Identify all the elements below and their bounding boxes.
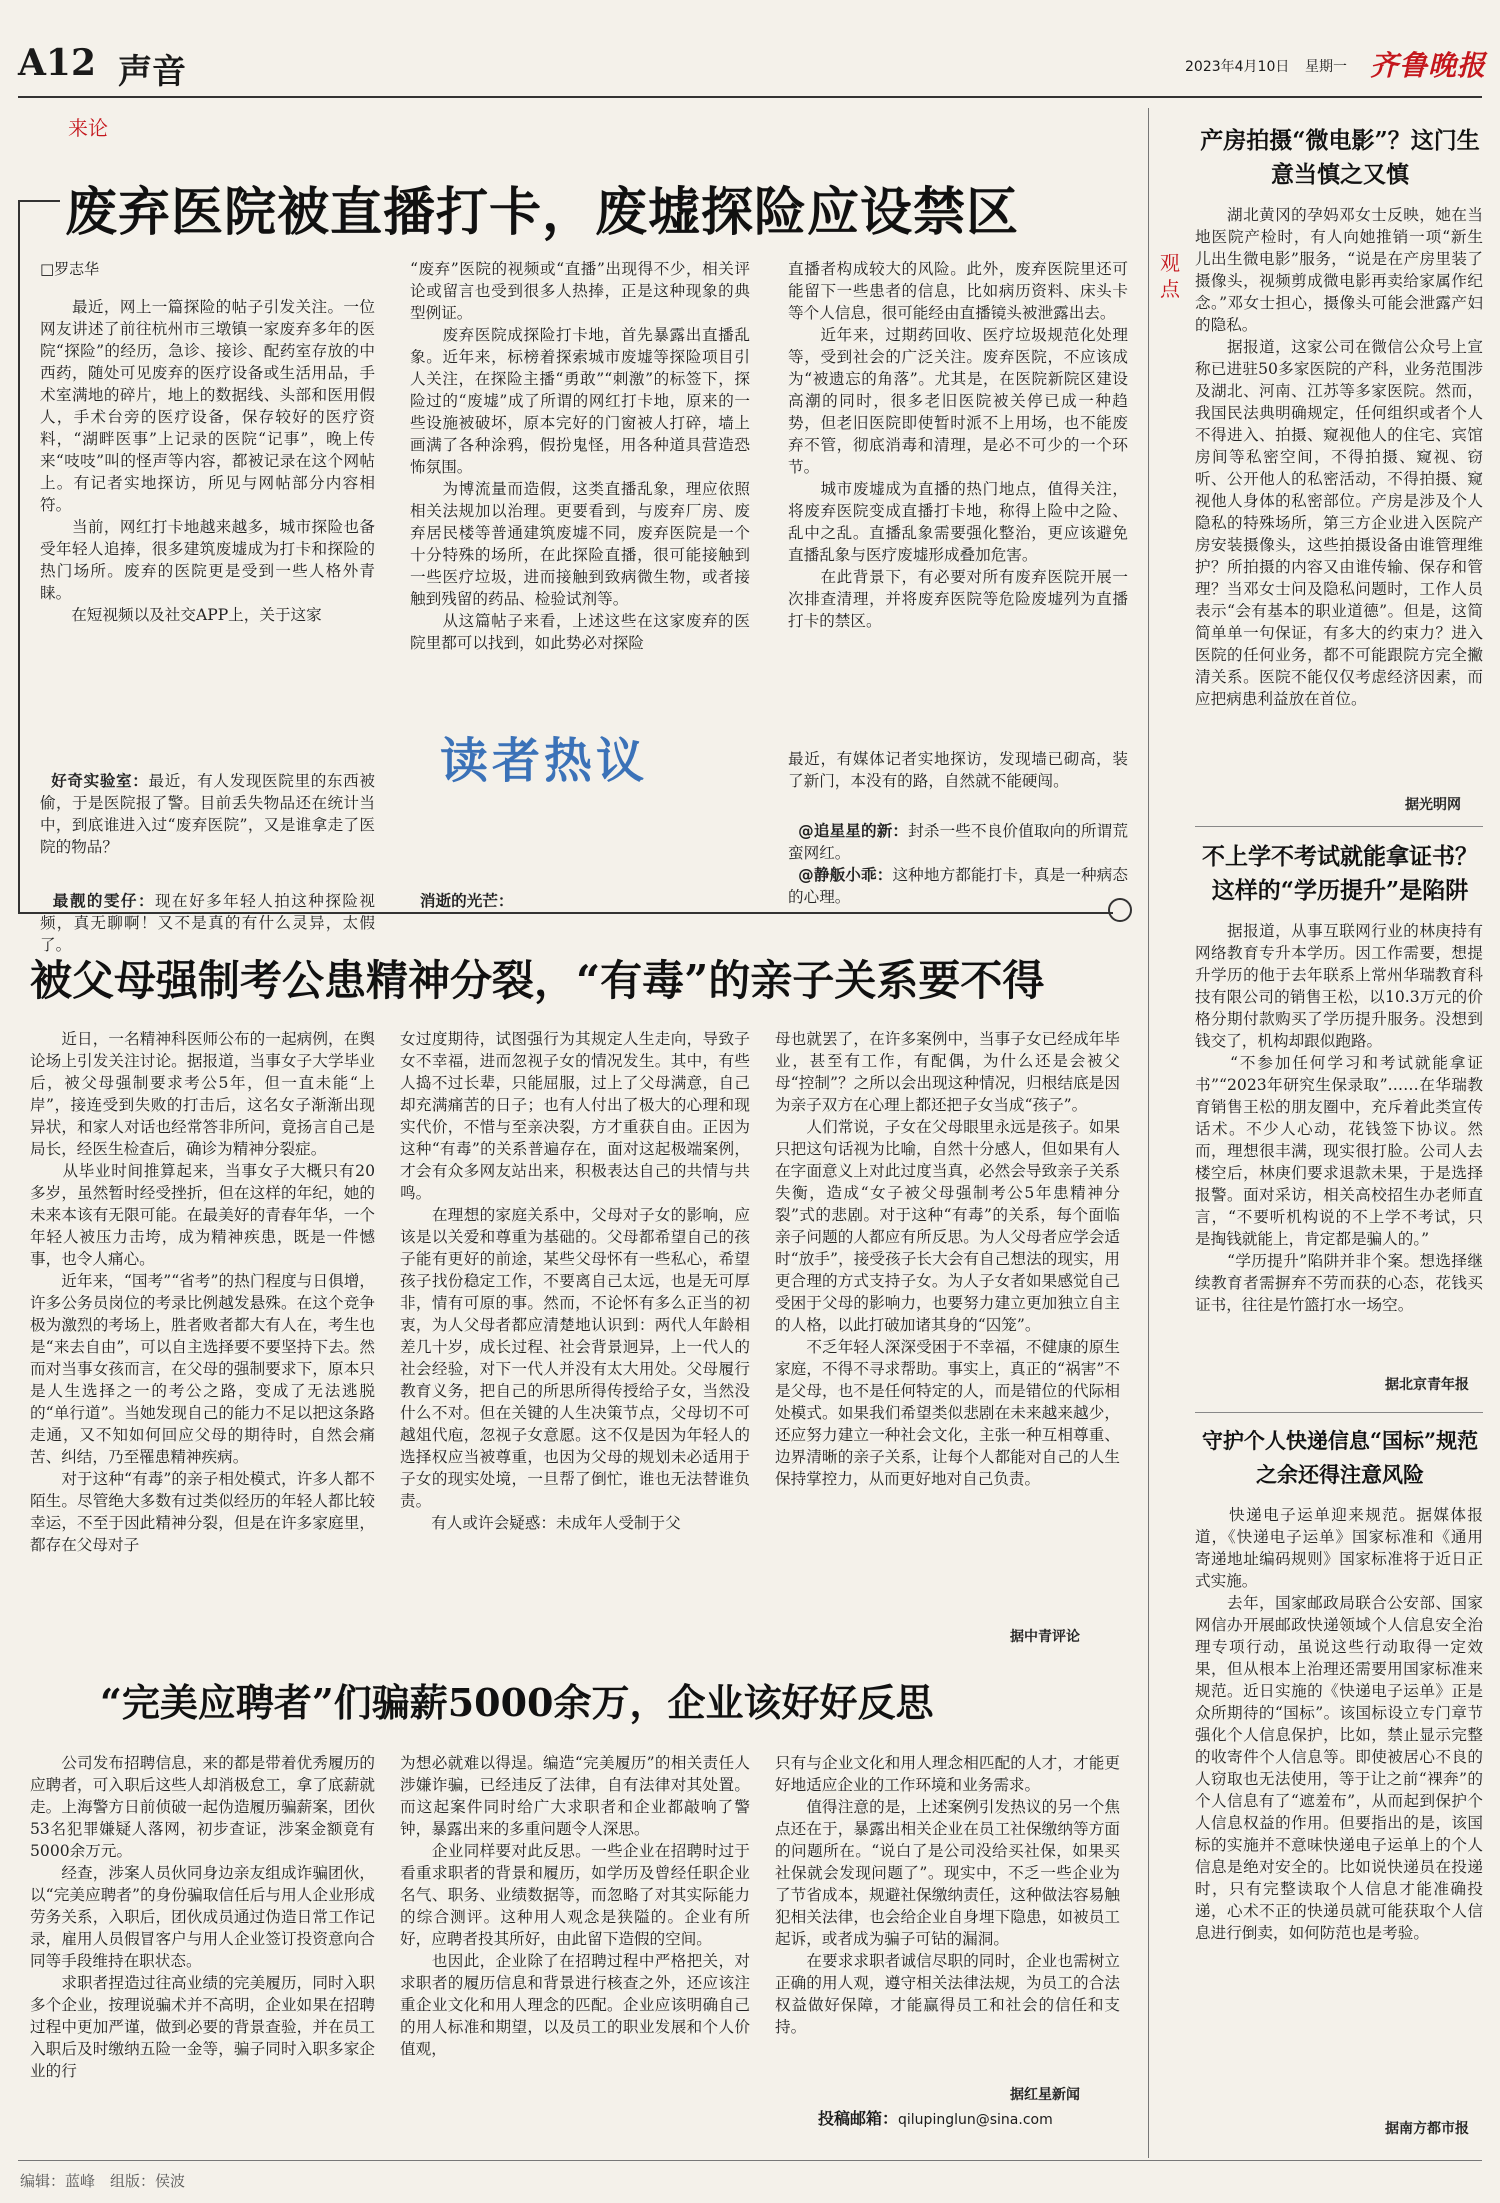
reader-banner-text: 读者热议 <box>440 733 649 789</box>
column-tag: 来论 <box>68 116 108 140</box>
footer-rule <box>18 2160 1482 2161</box>
issue-weekday: 星期一 <box>1305 59 1347 75</box>
masthead-logo: 齐鲁晚报 <box>1370 49 1487 82</box>
comment-2 <box>40 868 375 954</box>
comment-text-5: 这种地方都能打卡，真是一种病态的心理。 <box>788 866 1128 906</box>
comment-5 <box>788 842 1128 906</box>
article3-col-2: 为想必就难以得逞。编造“完美履历”的相关责任人涉嫌诈骗，已经违反了法律，自有法律对其处置。而这起案件同时给广大求职者和企业都敲响了警钟，暴露出来的多重问题令人深思。 企业同样要对此反思。一些企业在招聘时过于看重求职者的背景和履历，如学历及曾经任职企业名气、职务、业绩数据等，而忽略了对其实际能力的综合测评。这种用人观念是狭隘的。企业有所好，应聘者投其所好，由此留下造假的空间。 也因此，企业除了在招聘过程中严格把关，对求职者的履历信息和背景进行核查之外，还应该注重企业文化和用人理念的匹配。企业应该明确自己的用人标准和期望，以及员工的职业发展和个人价值观， <box>400 1754 750 2058</box>
side2-source: 据北京青年报 <box>1385 1377 1469 1393</box>
lead-col-3: 直播者构成较大的风险。此外，废弃医院里还可能留下一些患者的信息，比如病历资料、床头卡等个人信息，很可能经由直播镜头被泄露出去。 近年来，过期药回收、医疗垃圾规范化处理等，受到社会的广泛关注。废弃医院，不应该成为“被遗忘的角落”。尤其是，在医院新院区建设高潮的同时，很多老旧医院被关停已成一种趋势，但老旧医院即使暂时派不上用场，也不能废弃不管，彻底消毒和清理，是必不可少的一个环节。 城市废墟成为直播的热门地点，值得关注，将废弃医院变成直播打卡地，称得上险中之险、乱中之乱。直播乱象需要强化整治，更应该避免直播乱象与医疗废墟形成叠加危害。 在此背景下，有必要对所有废弃医院开展一次排查清理，并将废弃医院等危险废墟列为直播打卡的禁区。 <box>788 260 1128 630</box>
submission-email <box>818 2106 1053 2129</box>
side1-rule <box>1195 826 1483 827</box>
comment-user-1: 好奇实验室： <box>51 772 149 790</box>
footer-layout: 组版：侯波 <box>110 2172 186 2190</box>
reader-banner <box>440 722 710 789</box>
comment-user-5: @静舨小乖： <box>798 866 893 884</box>
comment-1 <box>40 748 375 858</box>
comment-user-4: @追星星的新： <box>798 822 909 840</box>
comment-user-2: 最靓的雯仔： <box>52 892 155 910</box>
lead-title: 废弃医院被直播打卡，废墟探险应设禁区 <box>65 182 1020 243</box>
comment-4 <box>788 798 1128 862</box>
section-name: 声音 <box>118 52 186 92</box>
issue-date: 2023年4月10日 <box>1185 59 1290 75</box>
article2-col-1: 近日，一名精神科医师公布的一起病例，在舆论场上引发关注讨论。据报道，当事女子大学毕业后，被父母强制要求考公5年，但一直未能“上岸”，接连受到失败的打击后，这名女子渐渐出现异状，和家人对话也经常答非所问，竟扬言自己是局长，经医生检查后，确诊为精神分裂症。 从毕业时间推算起来，当事女子大概只有20多岁，虽然暂时经受挫折，但在这样的年纪，她的未来本该有无限可能。在最美好的青春年华，一个年轻人被压力击垮，成为精神疾患，既是一件憾事，也令人痛心。 近年来，“国考”“省考”的热门程度与日俱增，许多公务员岗位的考录比例越发悬殊。在这个竞争极为激烈的考场上，胜者败者都大有人在，考生也是“来去自由”，可以自主选择要不要坚持下去。然而对当事女孩而言，在父母的强制要求下，原本只是人生选择之一的考公之路，变成了无法逃脱的“单行道”。当她发现自己的能力不足以把这条路走通，又不知如何回应父母的期待时，自然会痛苦、纠结，乃至罹患精神疾病。 对于这种“有毒”的亲子相处模式，许多人都不陌生。尽管绝大多数有过类似经历的年轻人都比较幸运，不至于因此精神分裂，但是在许多家庭里，都存在父母对子 <box>30 1030 375 1554</box>
side-tag: 观点 <box>1160 251 1180 301</box>
lead-col-1: 最近，网上一篇探险的帖子引发关注。一位网友讲述了前往杭州市三墩镇一家废弃多年的医院“探险”的经历，急诊、接诊、配药室存放的中西药，随处可见废弃的医疗设备或生活用品，手术室满地的碎片，地上的数据线、头部和医用假人，手术台旁的医疗设备，保存较好的医疗资料，“湖畔医事”上记录的医院“记事”，晚上传来“吱吱”叫的怪声等内容，都被记录在这个网帖上。有记者实地探访，所见与网帖部分内容相符。 当前，网红打卡地越来越多，城市探险也备受年轻人追捧，很多建筑废墟成为打卡和探险的热门场所。废弃的医院更是受到一些人格外青睐。 在短视频以及社交APP上，关于这家 <box>40 298 375 624</box>
article2-title: 被父母强制考公患精神分裂，“有毒”的亲子关系要不得 <box>30 956 1045 1005</box>
sidebar-divider <box>1148 108 1149 2158</box>
page-number: A12 <box>18 42 97 84</box>
lead-byline: □罗志华 <box>40 260 100 278</box>
side2-text: 据报道，从事互联网行业的林庚持有网络教育专升本学历。因工作需要，想提升学历的他于去年联系上常州华瑞教育科技有限公司的销售王松，以10.3万元的价格分期付款购买了学历提升服务。没想到钱交了，机构却跟似跑路。 “不参加任何学习和考试就能拿证书”“2023年研究生保录取”……在华瑞教育销售王松的朋友圈中，充斥着此类宣传话术。不少人心动，花钱签下协议。然而，理想很丰满，现实很打脸。公司人去楼空后，林庚们要求退款未果，于是选择报警。面对采访，相关高校招生办老师直言，“不要听机构说的不上学不考试，只是掏钱就能上，肯定都是骗人的。” “学历提升”陷阱并非个案。想选择继续教育者需摒弃不劳而获的心态，花钱买证书，往往是竹篮打水一场空。 <box>1195 922 1483 1314</box>
side3-text: 快递电子运单迎来规范。据媒体报道，《快递电子运单》国家标准和《通用寄递地址编码规则》国家标准将于近日正式实施。 去年，国家邮政局联合公安部、国家网信办开展邮政快递领域个人信息安全治理专项行动，虽说这些行动取得一定效果，但从根本上治理还需要用国家标准来规范。近日实施的《快递电子运单》正是众所期待的“国标”。该国标设立专门章节强化个人信息保护，比如，禁止显示完整的收寄件个人信息等。即使被居心不良的人窃取也无法使用，等于让之前“裸奔”的个人信息有了“遮羞布”，从而起到保护个人信息权益的作用。但要指出的是，该国标的实施并不意味快递电子运单上的个人信息是绝对安全的。比如说快递员在投递时，只有完整读取个人信息才能准确投递，心术不正的快递员就可能获取个人信息进行倒卖，如何防范也是考验。 <box>1195 1506 1483 1942</box>
lead-frame-top <box>18 200 60 202</box>
comment-text-2: 现在好多年轻人拍这种探险视频，真无聊啊！又不是真的有什么灵异，太假了。 <box>40 892 375 954</box>
side1-source: 据光明网 <box>1405 797 1461 813</box>
side3-source: 据南方都市报 <box>1385 2121 1469 2137</box>
lead-col-2: “废弃”医院的视频或“直播”出现得不少，相关评论或留言也受到很多人热捧，正是这种现象的典型例证。 废弃医院成探险打卡地，首先暴露出直播乱象。近年来，标榜着探索城市废墟等探险项目引人关注，在探险主播“勇敢”“刺激”的标签下，探险过的“废墟”成了所谓的网红打卡地，原来的一些设施被破坏，原本完好的门窗被人打碎，墙上画满了各种涂鸦，假扮鬼怪，用各种道具营造恐怖氛围。 为博流量而造假，这类直播乱象，理应依照相关法规加以治理。更要看到，与废弃厂房、废弃居民楼等普通建筑废墟不同，废弃医院是一个十分特殊的场所，在此探险直播，很可能接触到一些医疗垃圾，进而接触到致病微生物，或者接触到残留的药品、检验试剂等。 从这篇帖子来看，上述这些在这家废弃的医院里都可以找到，如此势必对探险 <box>410 260 750 652</box>
article3-col-1: 公司发布招聘信息，来的都是带着优秀履历的应聘者，可入职后这些人却消极怠工，拿了底薪就走。上海警方日前侦破一起伪造履历骗薪案，团伙53名犯罪嫌疑人落网，初步查证，涉案金额竟有5000余万元。 经查，涉案人员伙同身边亲友组成诈骗团伙，以“完美应聘者”的身份骗取信任后与用人企业形成劳务关系，入职后，团伙成员通过伪造日常工作记录，雇用人员假冒客户与用人企业签订投资意向合同等手段维持在职状态。 求职者捏造过往高业绩的完美履历，同时入职多个企业，按理说骗术并不高明，企业如果在招聘过程中更加严谨，做到必要的背景查验，并在员工入职后及时缴纳五险一金等，骗子同时入职多家企业的行 <box>30 1754 375 2080</box>
article2-source: 据中青评论 <box>1010 1629 1080 1645</box>
comment-user-3: 消逝的光芒： <box>419 892 514 910</box>
footer-editor: 编辑：蓝峰 <box>20 2172 96 2190</box>
comment-3-text: 最近，有媒体记者实地探访，发现墙已砌高，装了新门，本没有的路，自然就不能硬闯。 <box>788 750 1128 790</box>
side2-rule <box>1195 1412 1483 1413</box>
comment-3 <box>410 868 750 910</box>
email-address[interactable]: qilupinglun@sina.com <box>898 2112 1053 2128</box>
side1-title: 产房拍摄“微电影”？这门生意当慎之又慎 <box>1200 127 1480 188</box>
article3-col-3: 只有与企业文化和用人理念相匹配的人才，才能更好地适应企业的工作环境和业务需求。 值得注意的是，上述案例引发热议的另一个焦点还在于，暴露出相关企业在员工社保缴纳等方面的问题所在。“说白了是公司没给买社保，如果买社保就会发现问题了”。现实中，不乏一些企业为了节省成本，规避社保缴纳责任，这种做法容易触犯相关法律，也会给企业自身埋下隐患，如被员工起诉，或者成为骗子可钻的漏洞。 在要求求职者诚信尽职的同时，企业也需树立正确的用人观，遵守相关法律法规，为员工的合法权益做好保障，才能赢得员工和社会的信任和支持。 <box>775 1754 1120 2036</box>
lead-frame-knot <box>1108 898 1132 922</box>
article3-source: 据红星新闻 <box>1010 2087 1080 2103</box>
side3-title: 守护个人快递信息“国标”规范之余还得注意风险 <box>1201 1428 1479 1487</box>
side1-text: 湖北黄冈的孕妈邓女士反映，她在当地医院产检时，有人向她推销一项“新生儿出生微电影”服务，“说是在产房里装了摄像头，视频剪成微电影再卖给家属作纪念。”邓女士担心，摄像头可能会泄露产妇的隐私。 据报道，这家公司在微信公众号上宣称已进驻50多家医院的产科，业务范围涉及湖北、河南、江苏等多家医院。然而，我国民法典明确规定，任何组织或者个人不得进入、拍摄、窥视他人的住宅、宾馆房间等私密空间，不得拍摄、窥视、窃听、公开他人的私密活动，不得拍摄、窥视他人身体的私密部位。产房是涉及个人隐私的特殊场所，第三方企业进入医院产房安装摄像头，这些拍摄设备由谁管理维护？所拍摄的内容又由谁传输、保存和管理？当邓女士问及隐私问题时，工作人员表示“会有基本的职业道德”。但是，这简简单单一句保证，有多大的约束力？进入医院的任何业务，都不可能跟院方完全撇清关系。医院不能仅仅考虑经济因素，而应把病患利益放在首位。 <box>1195 206 1483 708</box>
article2-col-2: 女过度期待，试图强行为其规定人生走向，导致子女不幸福，进而忽视子女的情况发生。其中，有些人捣不过长辈，只能屈服，过上了父母满意，自己却充满痛苦的日子；也有人付出了极大的心理和现实代价，不惜与至亲决裂，方才重获自由。正因为这种“有毒”的关系普遍存在，面对这起极端案例，才会有众多网友站出来，积极表达自己的共情与共鸣。 在理想的家庭关系中，父母对子女的影响，应该是以关爱和尊重为基础的。父母都希望自己的孩子能有更好的前途，某些父母怀有一些私心，希望孩子找份稳定工作，不要离自己太远，也是无可厚非，情有可原的事。然而，不论怀有多么正当的初衷，为人父母者都应清楚地认识到：两代人年龄相差几十岁，成长过程、社会背景迥异，上一代人的社会经验，对下一代人并没有太大用处。父母履行教育义务，把自己的所思所得传授给子女，当然没什么不对。但在关键的人生决策节点，父母切不可越俎代庖，忽视子女意愿。这不仅是因为年轻人的选择权应当被尊重，也因为父母的规划未必适用于子女的现实处境，一旦帮了倒忙，谁也无法替谁负责。 有人或许会疑惑：未成年人受制于父 <box>400 1030 750 1532</box>
article3-title: “完美应聘者”们骗薪5000余万，企业该好好反思 <box>100 1680 934 1725</box>
comment-text-1: 最近，有人发现医院里的东西被偷，于是医院报了警。目前丢失物品还在统计当中，到底谁进入过“废弃医院”，又是谁拿走了医院的物品？ <box>40 772 375 856</box>
side2-title: 不上学不考试就能拿证书？这样的“学历提升”是陷阱 <box>1202 843 1478 904</box>
email-label: 投稿邮箱： <box>818 2109 899 2128</box>
comment-text-4: 封杀一些不良价值取向的所谓荒蛮网红。 <box>788 822 1128 862</box>
lead-frame-left <box>18 200 20 912</box>
article2-col-3: 母也就罢了，在许多案例中，当事子女已经成年毕业，甚至有工作，有配偶，为什么还是会被父母“控制”？之所以会出现这种情况，归根结底是因为亲子双方在心理上都还把子女当成“孩子”。 人们常说，子女在父母眼里永远是孩子。如果只把这句话视为比喻，自然十分感人，但如果有人在字面意义上对此过度当真，必然会导致亲子关系失衡，造成“女子被父母强制考公5年患精神分裂”式的悲剧。对于这种“有毒”的关系，每个面临亲子问题的人都应有所反思。为人父母者应学会适时“放手”，接受孩子长大会有自己想法的现实，用更合理的方式支持子女。为人子女者如果感觉自己受困于父母的影响力，也要努力建立更加独立自主的人格，以此打破加诸其身的“囚笼”。 不乏年轻人深深受困于不幸福，不健康的原生家庭，不得不寻求帮助。事实上，真正的“祸害”不是父母，也不是任何特定的人，而是错位的代际相处模式。如果我们希望类似悲剧在未来越来越少，还应努力建立一种社会文化，主张一种互相尊重、边界清晰的亲子关系，让每个人都能对自己的人生保持掌控力，从而更好地对自己负责。 <box>775 1030 1120 1488</box>
header-rule <box>18 96 1482 98</box>
